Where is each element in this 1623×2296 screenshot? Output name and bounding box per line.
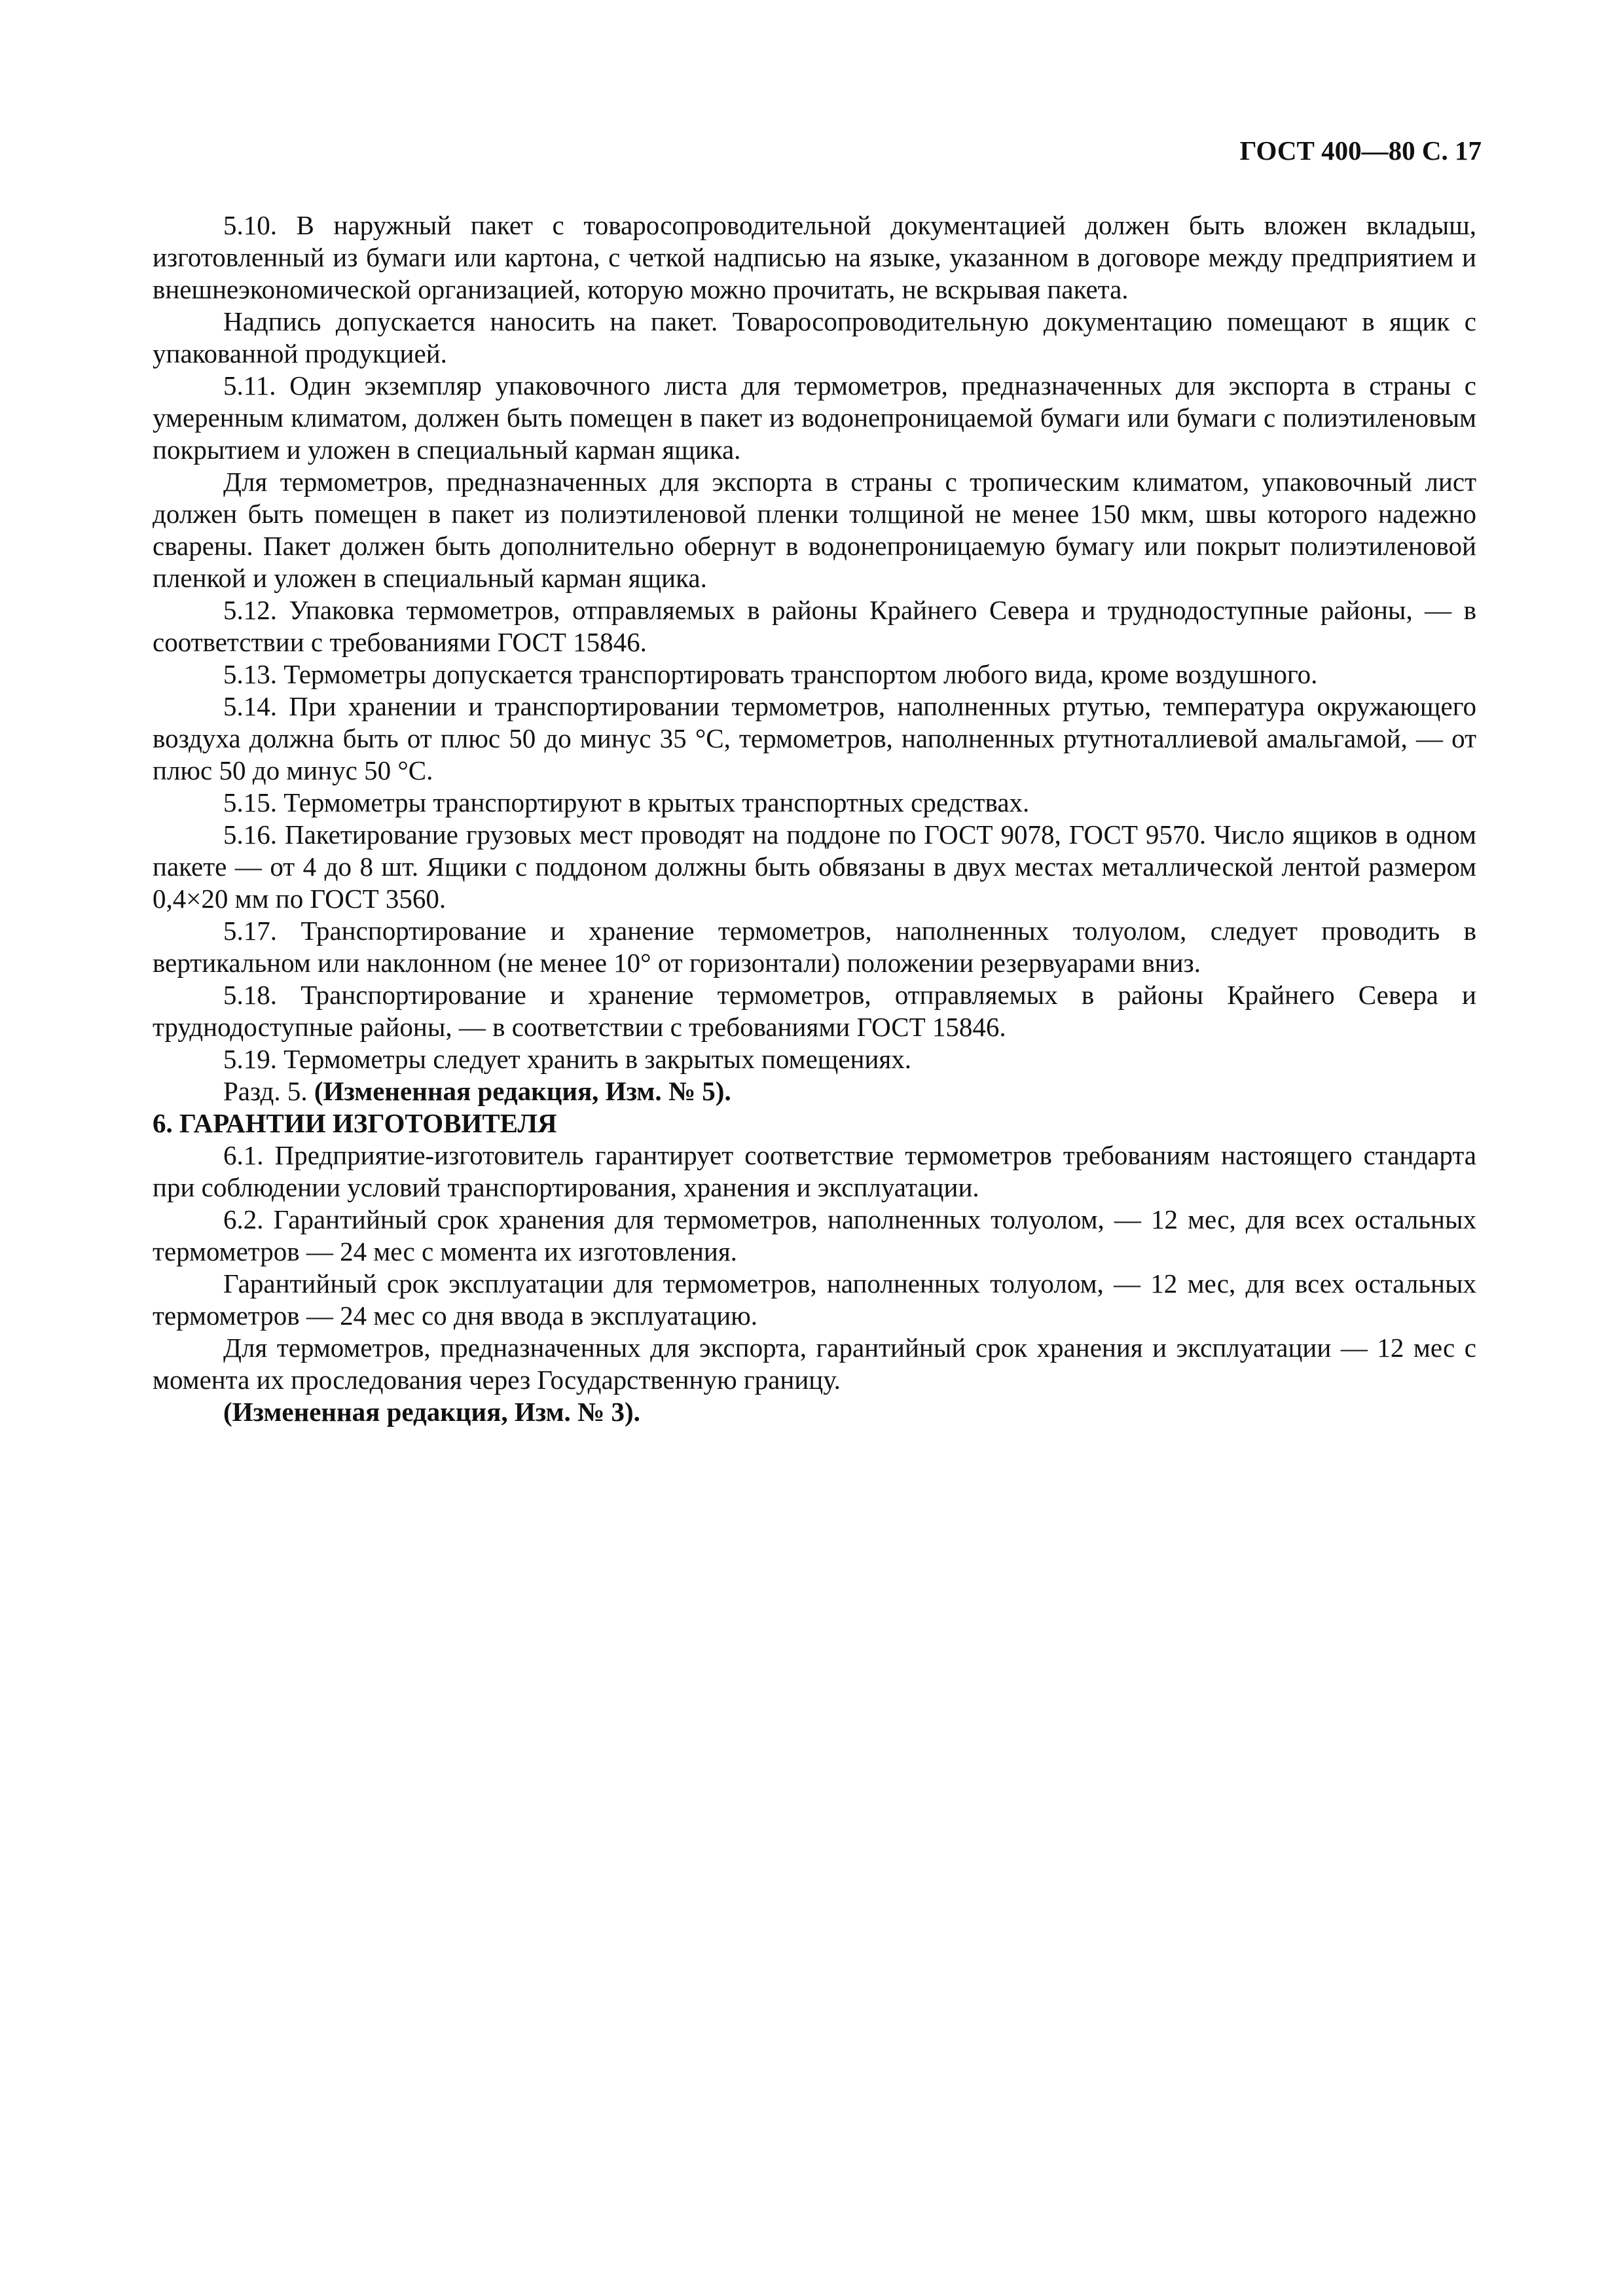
paragraph-5-10: 5.10. В наружный пакет с товаросопроводительной документацией должен быть вложен вкладыш, изготовленный из бумаги или картона, с четкой надписью на языке, указанном в договоре между предприятием и внешнеэкономической организацией, которую можно прочитать, не вскрывая пакета. [153,210,1476,304]
paragraph-6-2-export: Для термометров, предназначенных для экспорта, гарантийный срок хранения и эксплуатации — 12 мес с момента их проследования через Государственную границу. [153,1333,1476,1395]
amendment-prefix: Разд. 5. [223,1076,308,1106]
paragraph-5-17: 5.17. Транспортирование и хранение термометров, наполненных толуолом, следует проводить в вертикальном или наклонном (не менее 10° от горизонтали) положении резервуарами вниз. [153,916,1476,978]
paragraph-5-19: 5.19. Термометры следует хранить в закрытых помещениях. [223,1044,912,1074]
paragraph-5-11: 5.11. Один экземпляр упаковочного листа для термометров, предназначенных для экспорта в страны с умеренным климатом, должен быть помещен в пакет из водонепроницаемой бумаги или бумаги с полиэтиленовым покрытием и уложен в специальный карман ящика. [153,370,1476,465]
paragraph-5-16: 5.16. Пакетирование грузовых мест проводят на поддоне по ГОСТ 9078, ГОСТ 9570. Число ящиков в одном пакете — от 4 до 8 шт. Ящики с поддоном должны быть обвязаны в двух местах металлической лентой размером 0,4×20 мм по ГОСТ 3560. [153,819,1476,914]
paragraph-6-2: 6.2. Гарантийный срок хранения для термометров, наполненных толуолом, — 12 мес, для всех остальных термометров — 24 мес с момента их изготовления. [153,1204,1476,1266]
amendment-note-section-5 [153,1075,1476,1107]
amendment-note-section-6: (Измененная редакция, Изм. № 3). [223,1397,640,1427]
paragraph-5-12: 5.12. Упаковка термометров, отправляемых в районы Крайнего Севера и труднодоступные районы, — в соответствии с требованиями ГОСТ 15846. [153,595,1476,657]
paragraph-6-1: 6.1. Предприятие-изготовитель гарантирует соответствие термометров требованиям настоящего стандарта при соблюдении условий транспортирования, хранения и эксплуатации. [153,1140,1476,1202]
paragraph-5-15: 5.15. Термометры транспортируют в крытых транспортных средствах. [223,787,1030,817]
paragraph-5-13: 5.13. Термометры допускается транспортировать транспортом любого вида, кроме воздушного. [223,659,1318,689]
paragraph-5-10-note: Надпись допускается наносить на пакет. Товаросопроводительную документацию помещают в ящик с упакованной продукцией. [153,306,1476,368]
section-6-title: 6. ГАРАНТИИ ИЗГОТОВИТЕЛЯ [153,1108,557,1138]
page-header: ГОСТ 400—80 С. 17 [1239,135,1482,166]
paragraph-6-2-operation: Гарантийный срок эксплуатации для термометров, наполненных толуолом, — 12 мес, для всех остальных термометров — 24 мес со дня ввода в эксплуатацию. [153,1268,1476,1331]
paragraph-5-11-tropical: Для термометров, предназначенных для экспорта в страны с тропическим климатом, упаковочный лист должен быть помещен в пакет из полиэтиленовой пленки толщиной не менее 150 мкм, швы которого надежно сварены. Пакет должен быть дополнительно обернут в водонепроницаемую бумагу или покрыт полиэтиленовой пленкой и уложен в специальный карман ящика. [153,467,1476,593]
paragraph-5-18: 5.18. Транспортирование и хранение термометров, отправляемых в районы Крайнего Севера и труднодоступные районы, — в соответствии с требованиями ГОСТ 15846. [153,980,1476,1042]
paragraph-5-14: 5.14. При хранении и транспортировании термометров, наполненных ртутью, температура окружающего воздуха должна быть от плюс 50 до минус 35 °С, термометров, наполненных ртутноталлиевой амальгамой, — от плюс 50 до минус 50 °С. [153,691,1476,785]
amendment-bold: (Измененная редакция, Изм. № 5). [314,1076,731,1106]
document-body [153,209,1476,1428]
